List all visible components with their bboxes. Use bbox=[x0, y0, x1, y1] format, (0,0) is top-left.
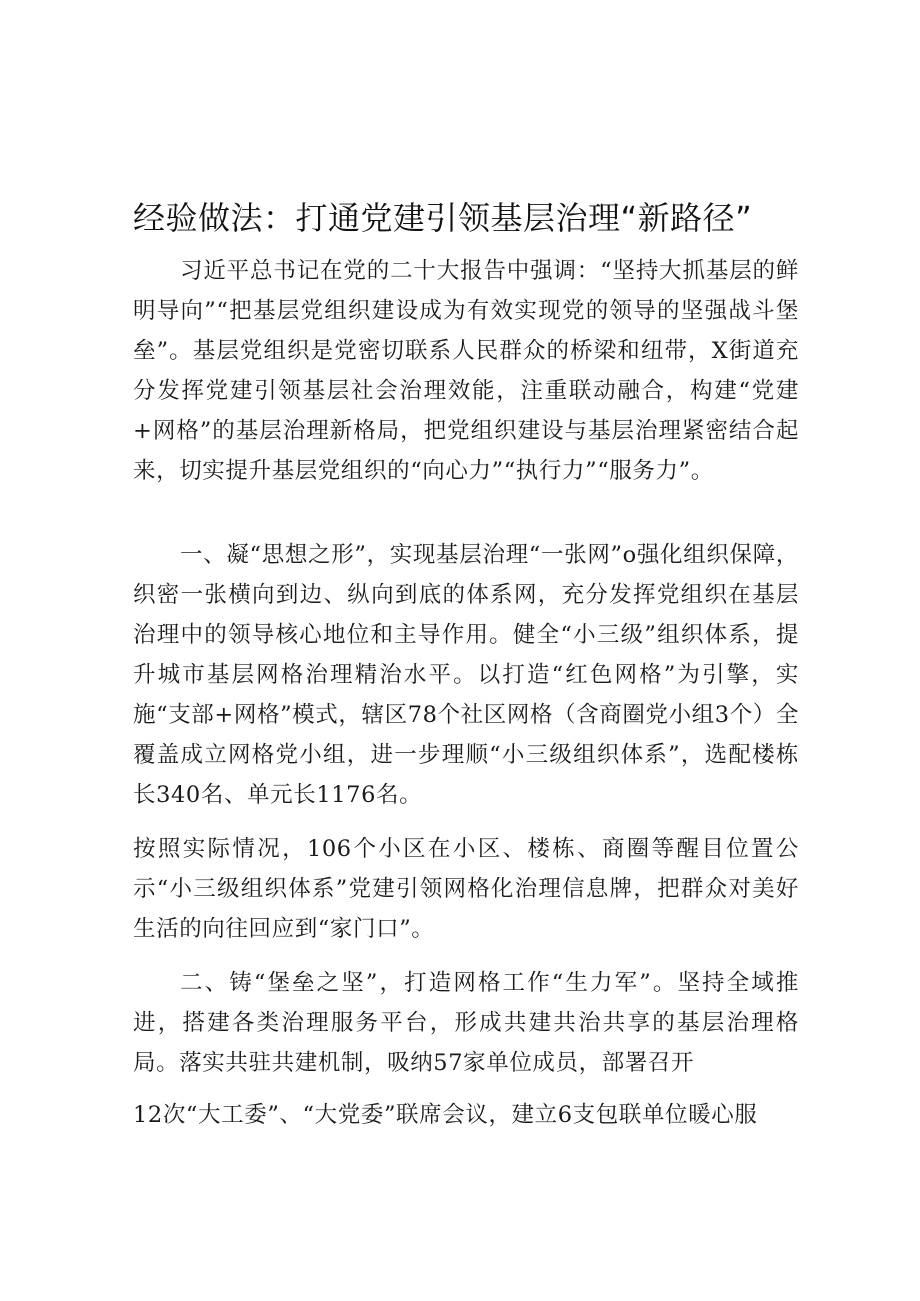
paragraph-section-two: 二、铸“堡垒之坚”，打造网格工作“生力军”。坚持全域推进，搭建各类治理服务平台，形成共建共治共享的基层治理格局。落实共驻共建机制，吸纳57家单位成员，部署召开 bbox=[133, 970, 799, 1076]
paragraph-section-two-continued: 12次“大工委”、“大党委”联席会议，建立6支包联单位暖心服 bbox=[133, 1102, 758, 1128]
paragraph-section-one: 一、凝“思想之形”，实现基层治理“一张网”o强化组织保障，织密一张横向到边、纵向到底的体系网，充分发挥党组织在基层治理中的领导核心地位和主导作用。健全“小三级”组织体系，提升城市基层网格治理精治水平。以打造“红色网格”为引擎，实施“支部+网格”模式，辖区78个社区网格（含商圈党小组3个）全覆盖成立网格党小组，进一步理顺“小三级组织体系”，选配楼栋长340名、单元长1176名。 bbox=[133, 542, 799, 808]
paragraph-section-one-continued: 按照实际情况，106个小区在小区、楼栋、商圈等醒目位置公示“小三级组织体系”党建引领网格化治理信息牌，把群众对美好生活的向往回应到“家门口”。 bbox=[133, 836, 799, 942]
document-title: 经验做法：打通党建引领基层治理“新路径” bbox=[133, 199, 753, 237]
paragraph-intro: 习近平总书记在党的二十大报告中强调：“坚持大抓基层的鲜明导向”“把基层党组织建设成为有效实现党的领导的坚强战斗堡垒”。基层党组织是党密切联系人民群众的桥梁和纽带，X街道充分发挥党建引领基层社会治理效能，注重联动融合，构建“党建+网格”的基层治理新格局，把党组织建设与基层治理紧密结合起来，切实提升基层党组织的“向心力”“执行力”“服务力”。 bbox=[133, 258, 799, 484]
